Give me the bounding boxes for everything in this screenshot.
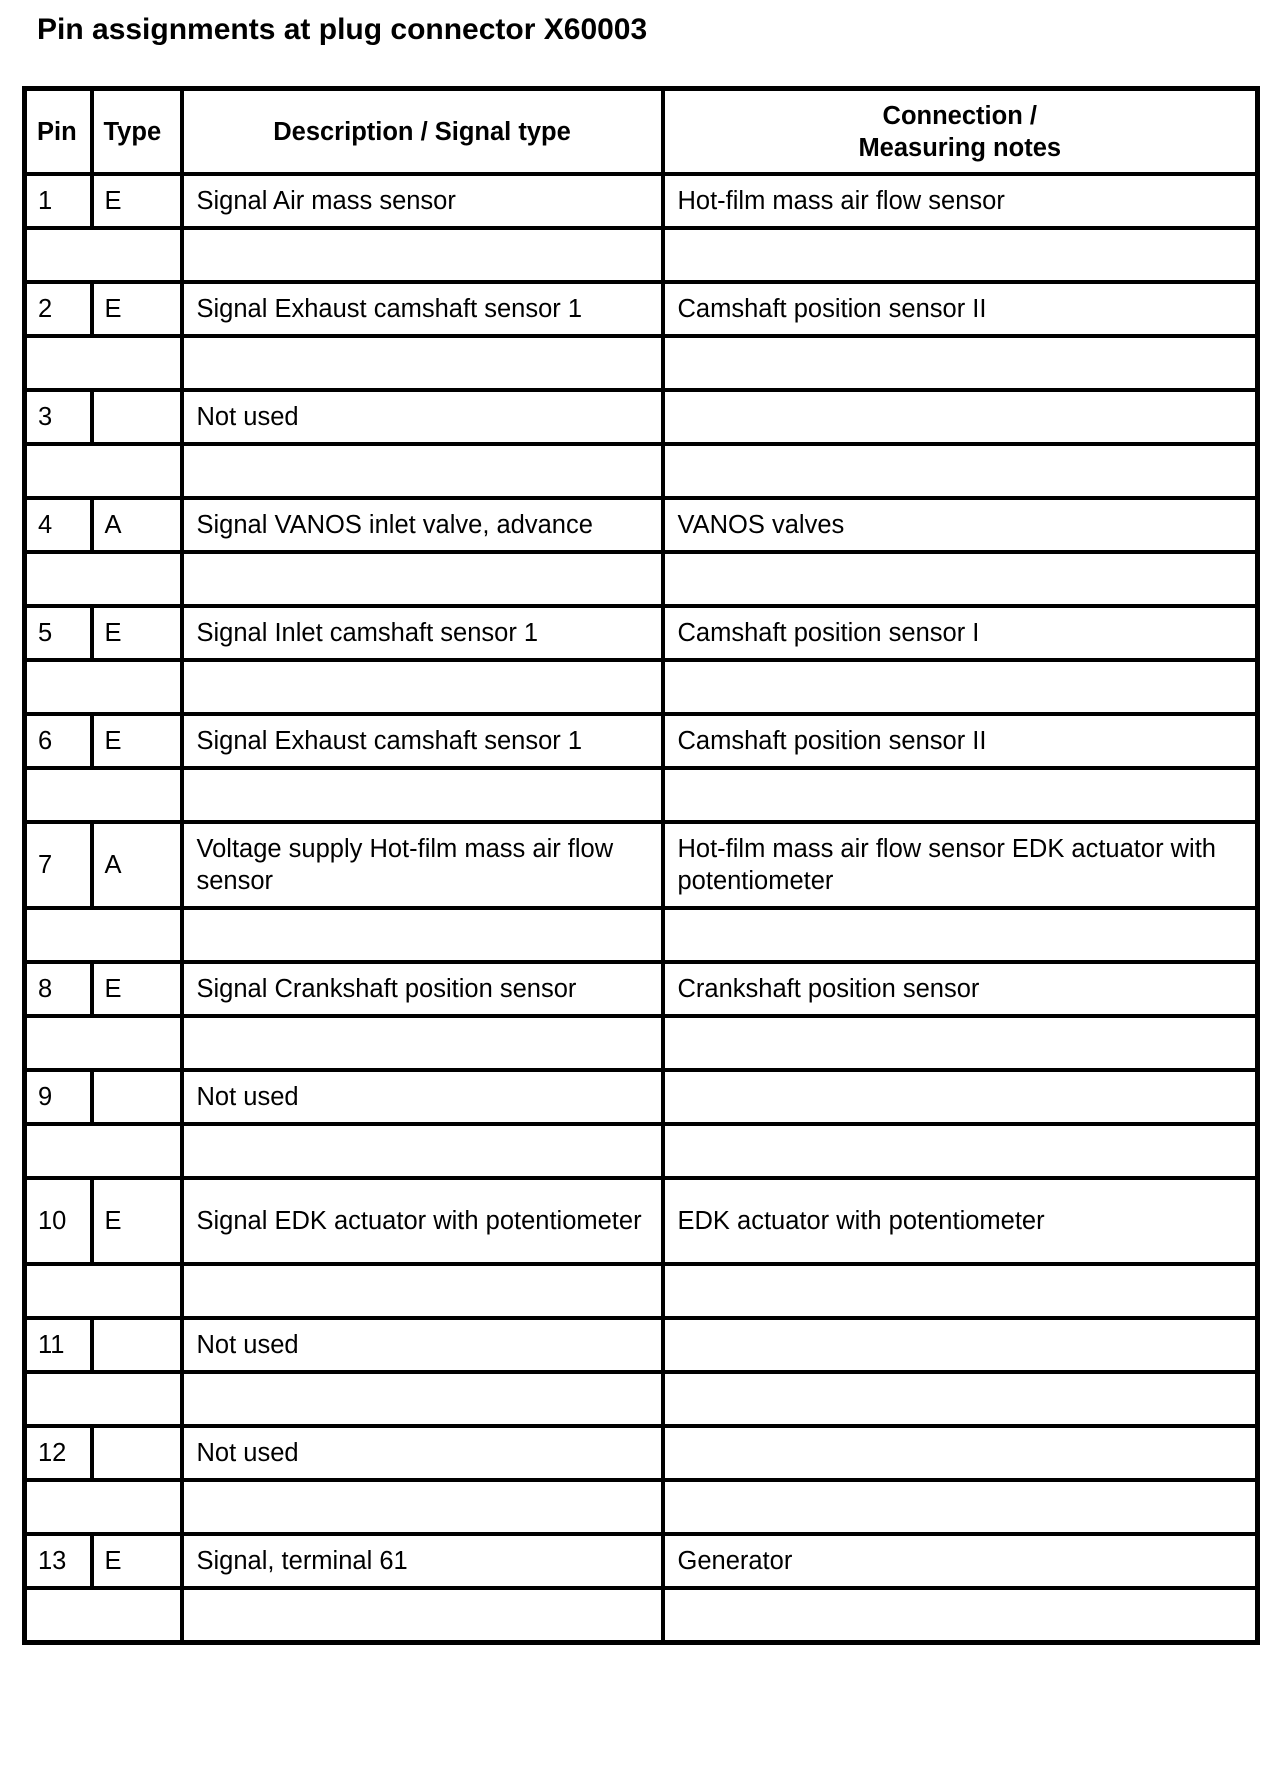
spacer-cell xyxy=(25,1480,182,1534)
connection-cell xyxy=(663,1318,1258,1372)
pin-cell: 8 xyxy=(25,962,92,1016)
spacer-cell xyxy=(25,1372,182,1426)
spacer-cell xyxy=(25,660,182,714)
spacer-cell xyxy=(663,1264,1258,1318)
connection-cell: Hot-film mass air flow sensor xyxy=(663,174,1258,228)
connection-cell: Crankshaft position sensor xyxy=(663,962,1258,1016)
spacer-cell xyxy=(25,768,182,822)
description-cell: Not used xyxy=(182,1426,663,1480)
pin-cell: 11 xyxy=(25,1318,92,1372)
table-row xyxy=(25,1534,1258,1588)
spacer-row xyxy=(25,444,1258,498)
page-title: Pin assignments at plug connector X60003 xyxy=(37,13,648,46)
spacer-cell xyxy=(182,1264,663,1318)
description-cell: Signal, terminal 61 xyxy=(182,1534,663,1588)
spacer-row xyxy=(25,1588,1258,1643)
spacer-cell xyxy=(663,444,1258,498)
table-row xyxy=(25,822,1258,908)
table-row xyxy=(25,714,1258,768)
pin-cell: 5 xyxy=(25,606,92,660)
header-type: Type xyxy=(92,89,182,175)
spacer-cell xyxy=(663,552,1258,606)
type-cell: A xyxy=(92,822,182,908)
description-cell: Signal Exhaust camshaft sensor 1 xyxy=(182,714,663,768)
spacer-row xyxy=(25,336,1258,390)
pin-cell: 12 xyxy=(25,1426,92,1480)
type-cell: E xyxy=(92,282,182,336)
spacer-cell xyxy=(182,228,663,282)
spacer-row xyxy=(25,660,1258,714)
spacer-cell xyxy=(182,336,663,390)
pin-cell: 4 xyxy=(25,498,92,552)
spacer-cell xyxy=(663,1016,1258,1070)
table-row xyxy=(25,1318,1258,1372)
spacer-cell xyxy=(25,1588,182,1643)
type-cell: E xyxy=(92,1178,182,1264)
pin-cell: 10 xyxy=(25,1178,92,1264)
pin-cell: 1 xyxy=(25,174,92,228)
type-cell: E xyxy=(92,1534,182,1588)
description-cell: Not used xyxy=(182,1070,663,1124)
spacer-cell xyxy=(663,1124,1258,1178)
table-row xyxy=(25,962,1258,1016)
spacer-row xyxy=(25,768,1258,822)
description-cell: Voltage supply Hot-film mass air flow sensor xyxy=(182,822,663,908)
spacer-cell xyxy=(182,1588,663,1643)
type-cell xyxy=(92,390,182,444)
spacer-cell xyxy=(182,552,663,606)
spacer-row xyxy=(25,1016,1258,1070)
spacer-cell xyxy=(663,908,1258,962)
spacer-row xyxy=(25,552,1258,606)
spacer-row xyxy=(25,1264,1258,1318)
spacer-row xyxy=(25,1372,1258,1426)
description-cell: Signal Air mass sensor xyxy=(182,174,663,228)
spacer-cell xyxy=(182,908,663,962)
table-row xyxy=(25,1178,1258,1264)
table-header-row xyxy=(25,89,1258,175)
table-row xyxy=(25,498,1258,552)
spacer-row xyxy=(25,1480,1258,1534)
spacer-cell xyxy=(25,1264,182,1318)
spacer-cell xyxy=(182,444,663,498)
type-cell xyxy=(92,1070,182,1124)
type-cell: E xyxy=(92,962,182,1016)
spacer-cell xyxy=(25,552,182,606)
spacer-cell xyxy=(663,768,1258,822)
table-row xyxy=(25,1070,1258,1124)
description-cell: Signal Inlet camshaft sensor 1 xyxy=(182,606,663,660)
spacer-cell xyxy=(663,1588,1258,1643)
description-cell: Signal Exhaust camshaft sensor 1 xyxy=(182,282,663,336)
description-cell: Not used xyxy=(182,390,663,444)
type-cell xyxy=(92,1318,182,1372)
spacer-cell xyxy=(663,660,1258,714)
spacer-row xyxy=(25,908,1258,962)
type-cell: E xyxy=(92,606,182,660)
description-cell: Signal Crankshaft position sensor xyxy=(182,962,663,1016)
connection-cell: Camshaft position sensor II xyxy=(663,714,1258,768)
spacer-cell xyxy=(182,1480,663,1534)
type-cell xyxy=(92,1426,182,1480)
connection-cell: Hot-film mass air flow sensor EDK actuator with potentiometer xyxy=(663,822,1258,908)
pin-cell: 6 xyxy=(25,714,92,768)
spacer-cell xyxy=(182,1372,663,1426)
pin-cell: 7 xyxy=(25,822,92,908)
spacer-cell xyxy=(182,768,663,822)
spacer-cell xyxy=(25,908,182,962)
spacer-cell xyxy=(182,1124,663,1178)
spacer-cell xyxy=(25,444,182,498)
header-connection xyxy=(663,89,1258,175)
connection-cell xyxy=(663,1426,1258,1480)
spacer-cell xyxy=(25,228,182,282)
spacer-cell xyxy=(182,660,663,714)
spacer-cell xyxy=(663,1480,1258,1534)
spacer-cell xyxy=(25,1124,182,1178)
header-pin: Pin xyxy=(25,89,92,175)
description-cell: Not used xyxy=(182,1318,663,1372)
description-cell: Signal VANOS inlet valve, advance xyxy=(182,498,663,552)
table-row xyxy=(25,606,1258,660)
connection-cell: Camshaft position sensor I xyxy=(663,606,1258,660)
spacer-cell xyxy=(25,1016,182,1070)
spacer-row xyxy=(25,1124,1258,1178)
spacer-cell xyxy=(663,1372,1258,1426)
type-cell: E xyxy=(92,174,182,228)
connection-cell xyxy=(663,1070,1258,1124)
connection-cell xyxy=(663,390,1258,444)
table-row xyxy=(25,174,1258,228)
connection-cell: EDK actuator with potentiometer xyxy=(663,1178,1258,1264)
connection-cell: VANOS valves xyxy=(663,498,1258,552)
connection-cell: Camshaft position sensor II xyxy=(663,282,1258,336)
table-row xyxy=(25,390,1258,444)
spacer-cell xyxy=(25,336,182,390)
table-row xyxy=(25,282,1258,336)
pin-cell: 3 xyxy=(25,390,92,444)
connection-cell: Generator xyxy=(663,1534,1258,1588)
header-connection-line1: Connection / xyxy=(882,101,1037,130)
spacer-cell xyxy=(663,228,1258,282)
type-cell: A xyxy=(92,498,182,552)
spacer-cell xyxy=(663,336,1258,390)
description-cell: Signal EDK actuator with potentiometer xyxy=(182,1178,663,1264)
pin-cell: 2 xyxy=(25,282,92,336)
pin-cell: 9 xyxy=(25,1070,92,1124)
pin-cell: 13 xyxy=(25,1534,92,1588)
header-description: Description / Signal type xyxy=(182,89,663,175)
header-connection-line2: Measuring notes xyxy=(858,133,1062,162)
spacer-cell xyxy=(182,1016,663,1070)
table-row xyxy=(25,1426,1258,1480)
type-cell: E xyxy=(92,714,182,768)
spacer-row xyxy=(25,228,1258,282)
pin-assignment-table xyxy=(22,86,1260,1645)
